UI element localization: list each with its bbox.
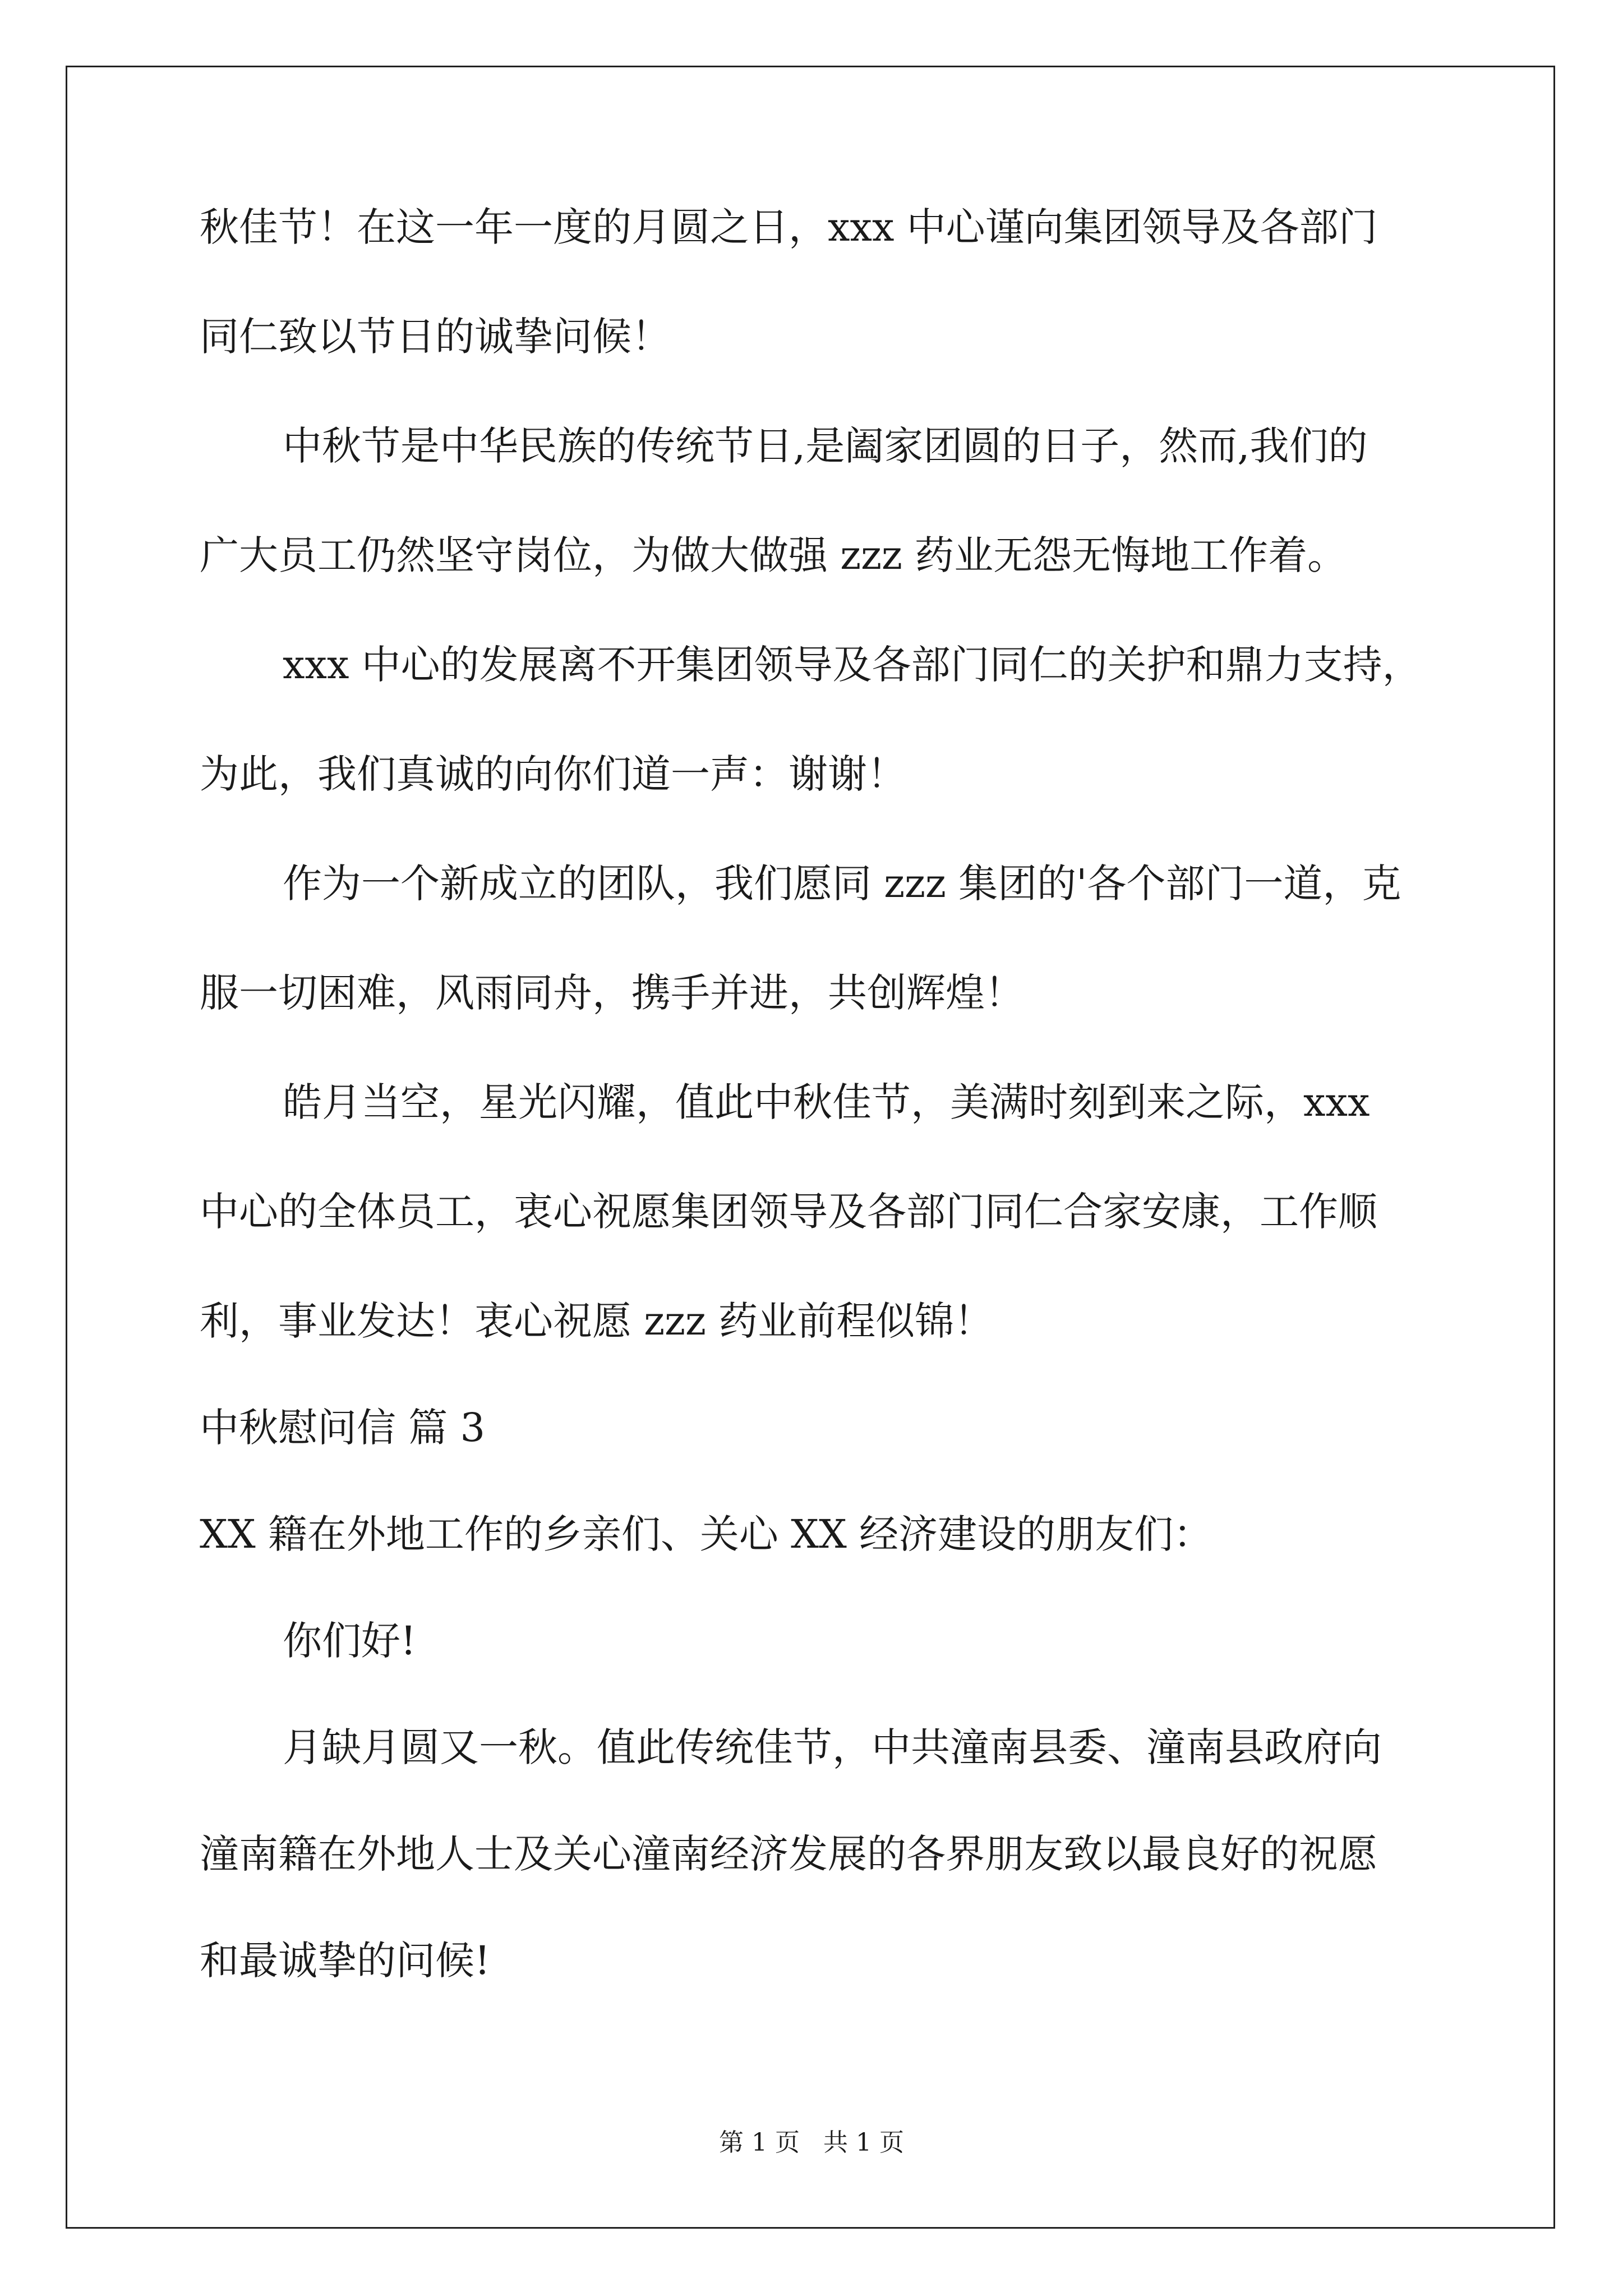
paragraph-line: 利，事业发达！衷心祝愿 zzz 药业前程似锦！	[200, 1298, 994, 1344]
paragraph-line: 皓月当空，星光闪耀，值此中秋佳节，美满时刻到来之际，xxx	[283, 1079, 1370, 1125]
paragraph-line: 秋佳节！在这一年一度的月圆之日，xxx 中心谨向集团领导及各部门	[200, 204, 1378, 250]
paragraph-line: 潼南籍在外地人士及关心潼南经济发展的各界朋友致以最良好的祝愿	[200, 1831, 1377, 1877]
paragraph-line: xxx 中心的发展离不开集团领导及各部门同仁的关护和鼎力支持，	[283, 642, 1422, 688]
paragraph-line: 作为一个新成立的团队，我们愿同 zzz 集团的'各个部门一道，克	[283, 861, 1401, 907]
paragraph-line: 和最诚挚的问候!	[200, 1938, 491, 1984]
paragraph-line: 月缺月圆又一秋。值此传统佳节，中共潼南县委、潼南县政府向	[283, 1724, 1382, 1770]
paragraph-line: 为此，我们真诚的向你们道一声：谢谢！	[200, 751, 906, 797]
paragraph-line: 同仁致以节日的诚挚问候！	[200, 314, 671, 360]
paragraph-line: 中心的全体员工，衷心祝愿集团领导及各部门同仁合家安康，工作顺	[200, 1189, 1377, 1235]
paragraph-line: 服一切困难，风雨同舟，携手并进，共创辉煌！	[200, 970, 1024, 1016]
paragraph-line: 中秋节是中华民族的传统节日,是阖家团圆的日子，然而,我们的	[283, 423, 1368, 469]
paragraph-line: 广大员工仍然坚守岗位，为做大做强 zzz 药业无怨无悔地工作着。	[200, 532, 1347, 578]
page-border	[66, 66, 1555, 2229]
salutation: XX 籍在外地工作的乡亲们、关心 XX 经济建设的朋友们：	[200, 1511, 1213, 1557]
page-footer: 第 1 页 共 1 页	[719, 2128, 904, 2157]
greeting: 你们好!	[283, 1618, 417, 1664]
section-heading: 中秋慰问信 篇 3	[200, 1405, 486, 1451]
